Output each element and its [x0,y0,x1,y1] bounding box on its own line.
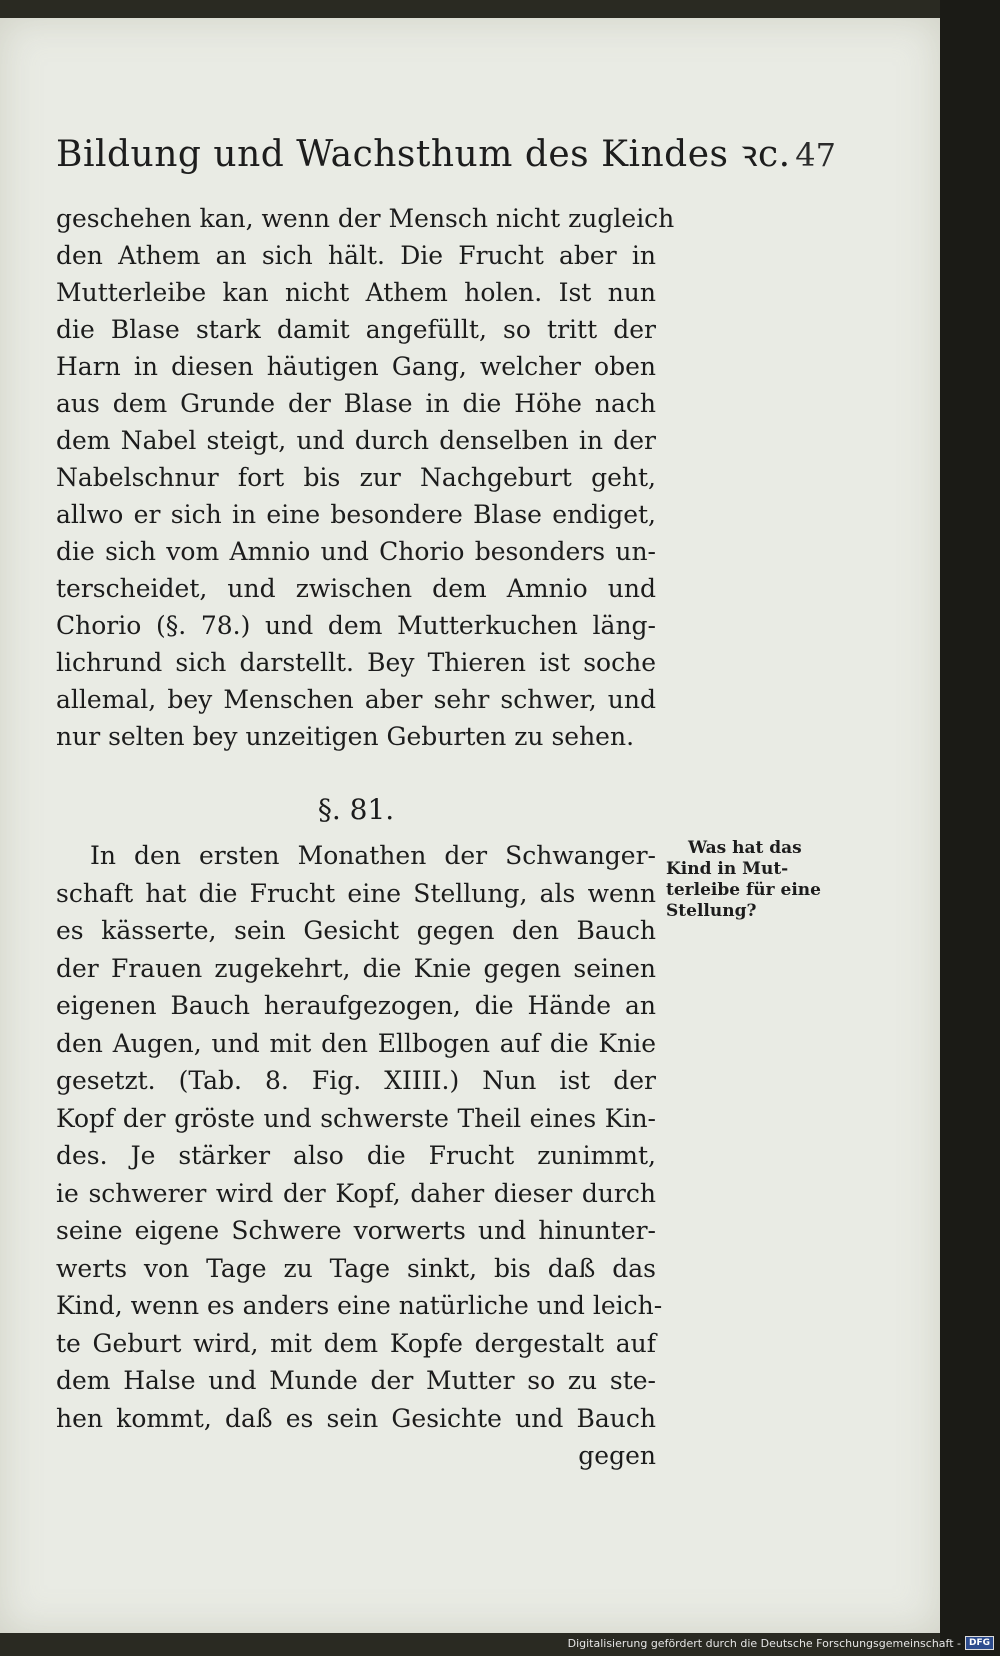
text-line: den Athem an sich hält. Die Frucht aber in [56,241,656,270]
text-line: Mutterleibe kan nicht Athem holen. Ist nun [56,278,656,307]
text-line: nur selten bey unzeitigen Geburten zu sehen. [56,722,635,751]
margin-note-line: Was hat das [688,838,802,858]
text-line: der Frauen zugekehrt, die Knie gegen seinen [56,953,656,983]
margin-note-line: Stellung? [666,901,757,921]
page-header [56,128,836,178]
text-line: geschehen kan, wenn der Mensch nicht zugleich [56,204,675,233]
text-line: werts von Tage zu Tage sinkt, bis daß das [56,1253,656,1283]
text-line: Nabelschnur fort bis zur Nachgeburt geht, [56,463,656,492]
catchword: gegen [578,1441,656,1470]
text-line: hen kommt, daß es sein Gesichte und Bauch [56,1403,656,1433]
text-line: seine eigene Schwere vorwerts und hinunter- [56,1216,656,1245]
text-line: aus dem Grunde der Blase in die Höhe nach [56,389,656,418]
page-number: 47 [795,136,836,174]
text-line: es kässerte, sein Gesicht gegen den Bauch [56,916,656,945]
digitization-footer [568,1636,994,1650]
text-line: Chorio (§. 78.) und dem Mutterkuchen läng- [56,611,656,640]
text-line: dem Nabel steigt, und durch denselben in der [56,426,656,455]
footer-credit: Digitalisierung gefördert durch die Deutsche Forschungsgemeinschaft - [567,1636,961,1650]
margin-note [666,838,836,922]
text-line: dem Halse und Munde der Mutter so zu ste- [56,1366,656,1395]
text-line: Kind, wenn es anders eine natürliche und leich- [56,1291,663,1320]
text-line: In den ersten Monathen der Schwanger- [90,841,656,870]
text-line: allemal, bey Menschen aber sehr schwer, und [56,685,656,714]
dfg-logo: DFG [965,1636,994,1650]
text-line: gesetzt. (Tab. 8. Fig. XIIII.) Nun ist der [56,1066,656,1095]
text-line: allwo er sich in eine besondere Blase endiget, [56,500,656,529]
section-heading: §. 81. [317,793,395,826]
text-line: ie schwerer wird der Kopf, daher dieser durch [56,1178,656,1208]
margin-note-line: Kind in Mut- [666,859,789,879]
text-line: die Blase stark damit angefüllt, so tritt der [56,315,656,344]
margin-note-line: terleibe für eine [666,880,821,900]
text-line: den Augen, und mit den Ellbogen auf die Knie [56,1028,656,1058]
text-line: eigenen Bauch heraufgezogen, die Hände an [56,991,656,1020]
running-title: Bildung und Wachsthum des Kindes ꝛc. [56,134,791,175]
text-line: schaft hat die Frucht eine Stellung, als wenn [56,878,656,908]
text-line: terscheidet, und zwischen dem Amnio und [56,574,656,603]
text-line: Harn in diesen häutigen Gang, welcher oben [56,352,656,381]
paragraph-continued [56,200,675,755]
text-line: Kopf der gröste und schwerste Theil eines Kin- [56,1103,656,1133]
text-line: te Geburt wird, mit dem Kopfe dergestalt auf [56,1328,656,1358]
paragraph-section-81 [56,837,663,1475]
text-line: die sich vom Amnio und Chorio besonders un- [56,537,656,566]
scan-border [940,0,1000,1656]
text-line: des. Je stärker also die Frucht zunimmt, [56,1141,656,1170]
text-line: lichrund sich darstellt. Bey Thieren ist soche [56,648,656,677]
